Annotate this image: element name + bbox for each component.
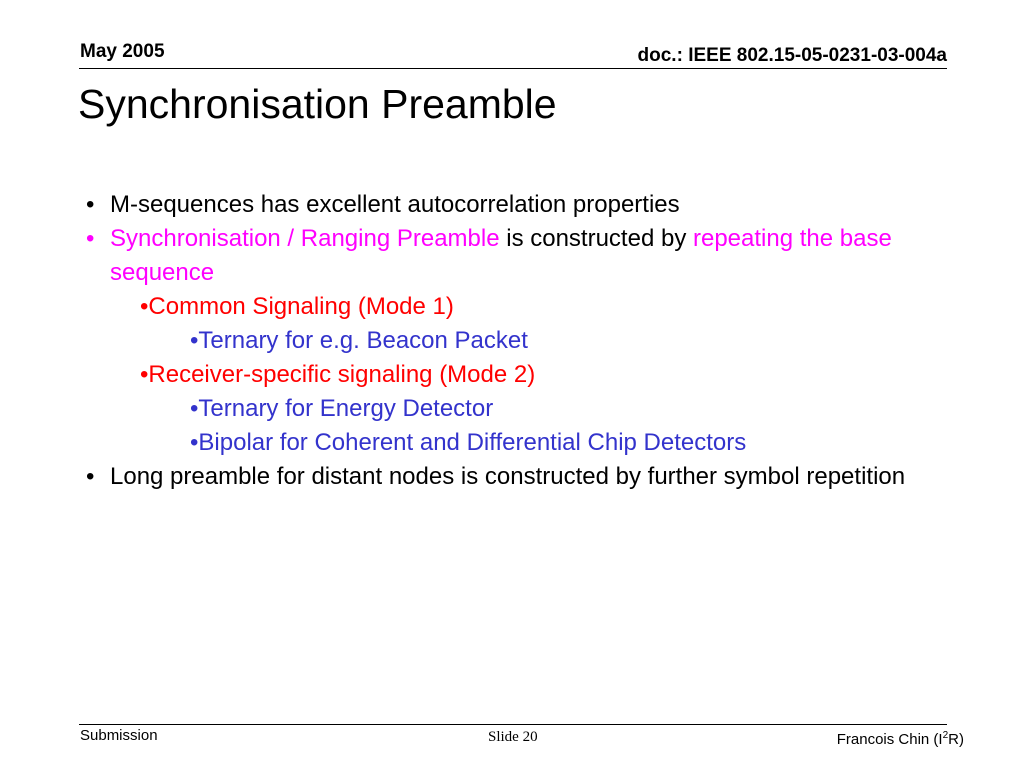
sub-sub-bullet-item: •Bipolar for Coherent and Differential Chip Detectors — [190, 429, 747, 456]
footer-submission: Submission — [80, 727, 158, 744]
slide-title: Synchronisation Preamble — [78, 81, 557, 127]
footer-author — [837, 727, 964, 749]
header-date: May 2005 — [80, 41, 165, 62]
bullet-item — [84, 222, 944, 290]
bullet-list — [84, 188, 944, 494]
sub-bullet-item: •Receiver-specific signaling (Mode 2) — [140, 361, 536, 388]
bullet-marker: • — [86, 463, 95, 490]
footer-divider — [79, 724, 947, 725]
bullet-highlight-text: Synchronisation / Ranging Preamble — [110, 225, 500, 252]
bullet-text: Long preamble for distant nodes is constructed by further symbol repetition — [110, 463, 906, 490]
sub-sub-bullet-item: •Ternary for Energy Detector — [190, 395, 494, 422]
footer-author-superscript: 2 — [942, 730, 949, 741]
footer-slide-number: Slide 20 — [488, 729, 538, 745]
footer-author-suffix: R) — [948, 731, 964, 748]
sub-bullet-item: •Common Signaling (Mode 1) — [140, 293, 454, 320]
bullet-text: is constructed by — [499, 225, 693, 252]
bullet-text: M-sequences has excellent autocorrelation properties — [110, 191, 680, 218]
header-document-id: doc.: IEEE 802.15-05-0231-03-004a — [637, 45, 947, 66]
footer-author-prefix: Francois Chin (I — [836, 731, 943, 748]
bullet-highlight-text: repeating the base sequence — [110, 225, 892, 286]
header-divider — [79, 68, 947, 69]
bullet-marker: • — [86, 225, 95, 252]
bullet-item — [84, 188, 944, 222]
bullet-marker: • — [86, 191, 95, 218]
sub-sub-bullet-item: •Ternary for e.g. Beacon Packet — [190, 327, 528, 354]
bullet-item — [84, 460, 944, 494]
